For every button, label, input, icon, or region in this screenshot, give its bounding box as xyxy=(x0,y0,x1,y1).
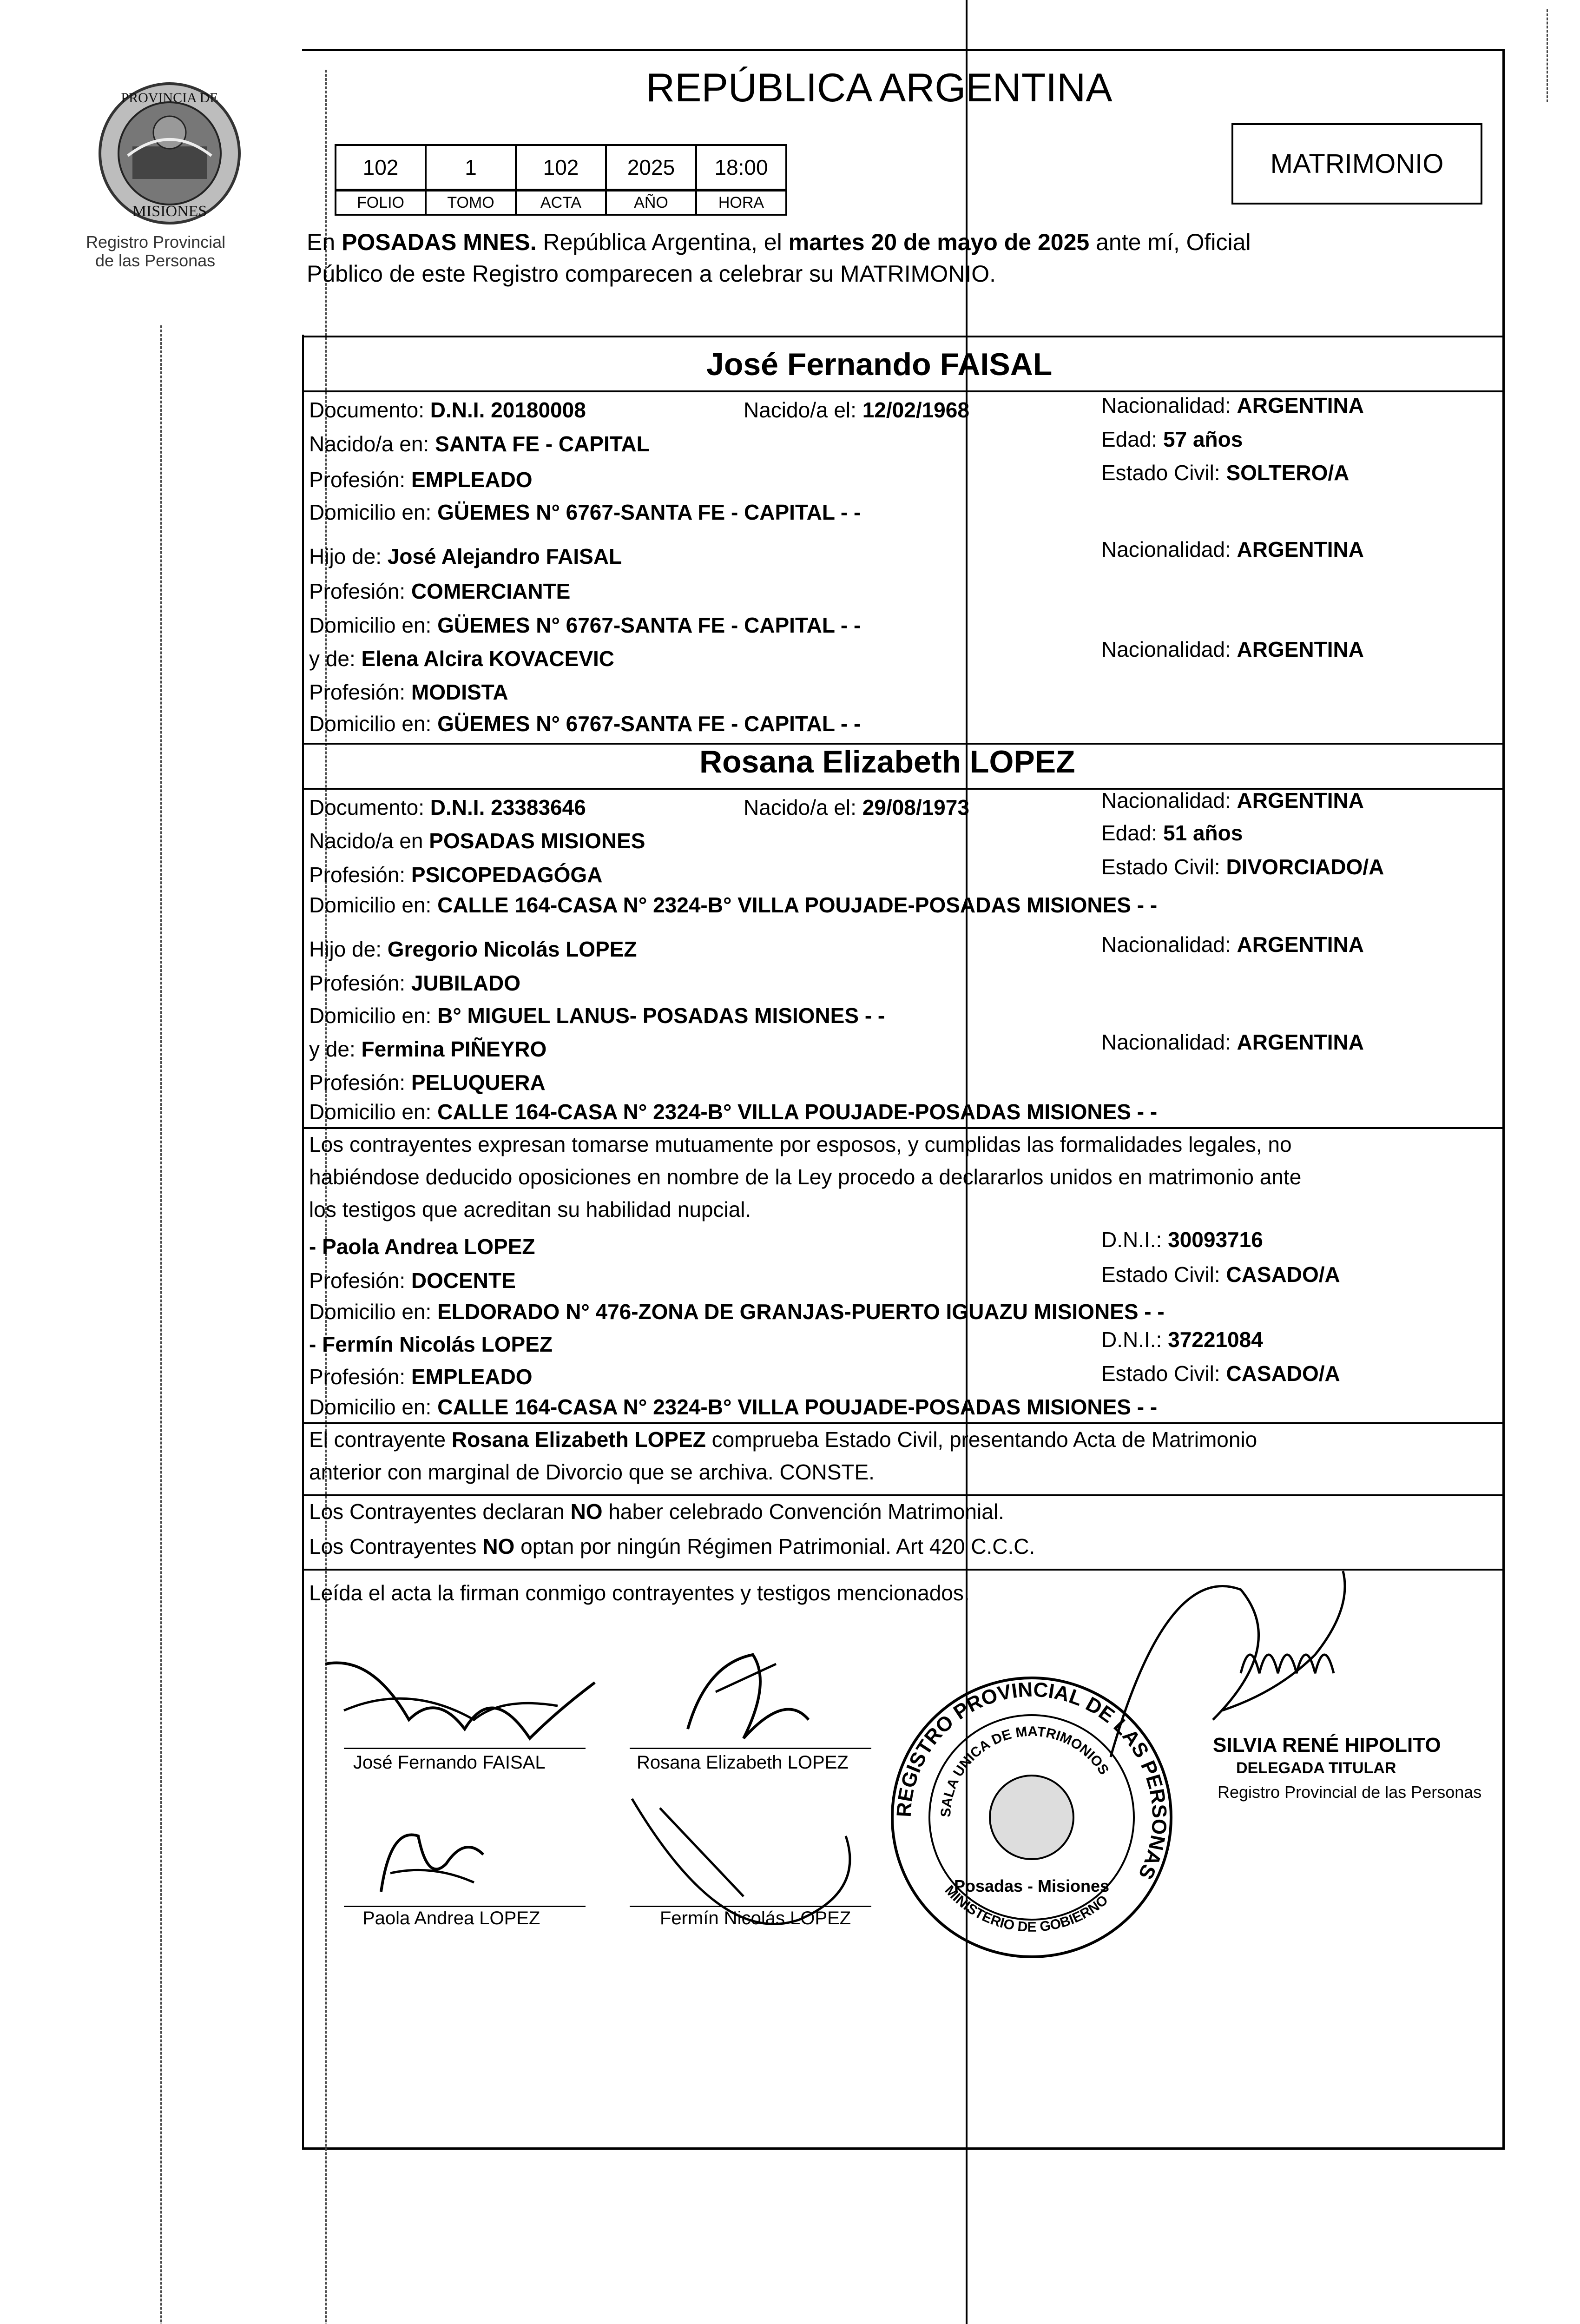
divorce-note-line-2: anterior con marginal de Divorcio que se archiva. CONSTE. xyxy=(309,1460,875,1484)
groom-mother-address: Domicilio en: GÜEMES N° 6767-SANTA FE - CAPITAL - - xyxy=(309,712,861,736)
margin-dash-3 xyxy=(1547,9,1548,102)
groom-sign-caption: José Fernando FAISAL xyxy=(353,1752,546,1773)
groom-birthplace: Nacido/a en: SANTA FE - CAPITAL xyxy=(309,432,650,456)
acta-value: 102 xyxy=(515,144,607,191)
witness-1-sign-caption: Paola Andrea LOPEZ xyxy=(362,1908,540,1928)
officer-org: Registro Provincial de las Personas xyxy=(1218,1783,1482,1802)
bride-mother-address: Domicilio en: CALLE 164-CASA N° 2324-B° VILLA POUJADE-POSADAS MISIONES - - xyxy=(309,1100,1158,1124)
bride-birthplace: Nacido/a en POSADAS MISIONES xyxy=(309,829,645,853)
witness-2-profession: Profesión: EMPLEADO xyxy=(309,1365,533,1389)
divorce-note-line-1: El contrayente Rosana Elizabeth LOPEZ comprueba Estado Civil, presentando Acta de Matrimonio xyxy=(309,1427,1257,1452)
witness-2-name: - Fermín Nicolás LOPEZ xyxy=(309,1332,553,1356)
witness-1-address: Domicilio en: ELDORADO N° 476-ZONA DE GRANJAS-PUERTO IGUAZU MISIONES - - xyxy=(309,1300,1165,1324)
frame-left xyxy=(302,335,304,2147)
groom-father: Hijo de: José Alejandro FAISAL xyxy=(309,544,622,568)
margin-dash-1 xyxy=(160,325,162,2324)
ano-label: AÑO xyxy=(605,190,697,216)
bride-name: Rosana Elizabeth LOPEZ xyxy=(699,744,1075,779)
stamp-ring-text: REGISTRO PROVINCIAL DE LAS PERSONAS xyxy=(892,1678,1171,1883)
hora-label: HORA xyxy=(695,190,787,216)
logo-bottom-text: MISIONES xyxy=(132,203,207,220)
bride-sign-line xyxy=(630,1748,871,1749)
witness-1-signature-icon xyxy=(362,1808,502,1920)
bride-father-profession: Profesión: JUBILADO xyxy=(309,971,521,995)
declaration-line-3: los testigos que acreditan su habilidad nupcial. xyxy=(309,1197,751,1221)
act-type-box: MATRIMONIO xyxy=(1231,123,1482,205)
bride-nationality: Nacionalidad: ARGENTINA xyxy=(1101,788,1364,812)
groom-father-address: Domicilio en: GÜEMES N° 6767-SANTA FE - CAPITAL - - xyxy=(309,613,861,637)
divider-7 xyxy=(302,1494,1505,1496)
groom-sign-line xyxy=(344,1748,586,1749)
groom-mother-nationality: Nacionalidad: ARGENTINA xyxy=(1101,637,1364,661)
groom-civil: Estado Civil: SOLTERO/A xyxy=(1101,461,1350,485)
witness-1-profession: Profesión: DOCENTE xyxy=(309,1268,516,1293)
closing-text: Leída el acta la firman conmigo contrayentes y testigos mencionados. xyxy=(309,1581,970,1605)
ano-value: 2025 xyxy=(605,144,697,191)
witness-2-dni: D.N.I.: 37221084 xyxy=(1101,1327,1263,1352)
groom-name: José Fernando FAISAL xyxy=(706,347,1053,382)
province-seal-icon xyxy=(81,77,258,230)
bride-age: Edad: 51 años xyxy=(1101,821,1243,845)
groom-address: Domicilio en: GÜEMES N° 6767-SANTA FE - CAPITAL - - xyxy=(309,500,861,524)
stamp-inner-text: SALA UNICA DE MATRIMONIOS xyxy=(938,1723,1112,1818)
bride-born: Nacido/a el: 29/08/1973 xyxy=(744,795,969,819)
groom-father-profession: Profesión: COMERCIANTE xyxy=(309,579,571,603)
divider-5 xyxy=(302,1127,1505,1129)
groom-nationality: Nacionalidad: ARGENTINA xyxy=(1101,393,1364,417)
frame-right xyxy=(1502,49,1505,2150)
bride-doc: Documento: D.N.I. 23383646 xyxy=(309,795,586,819)
acta-label: ACTA xyxy=(515,190,607,216)
tomo-value: 1 xyxy=(425,144,517,191)
declaration-line-2: habiéndose deducido oposiciones en nombre de la Ley procedo a declararlos unidos en matrimonio ante xyxy=(309,1165,1302,1189)
groom-profession: Profesión: EMPLEADO xyxy=(309,468,533,492)
tomo-label: TOMO xyxy=(425,190,517,216)
bride-civil: Estado Civil: DIVORCIADO/A xyxy=(1101,855,1384,879)
folio-label: FOLIO xyxy=(335,190,427,216)
officer-name: SILVIA RENÉ HIPOLITO xyxy=(1213,1734,1441,1756)
witness-2-civil: Estado Civil: CASADO/A xyxy=(1101,1361,1340,1386)
hora-value: 18:00 xyxy=(695,144,787,191)
groom-age: Edad: 57 años xyxy=(1101,427,1243,451)
convention-line-2: Los Contrayentes NO optan por ningún Régimen Patrimonial. Art 420 C.C.C. xyxy=(309,1534,1035,1558)
witness-2-sign-line xyxy=(630,1906,871,1907)
logo-label-2: de las Personas xyxy=(95,251,216,270)
bride-mother-profession: Profesión: PELUQUERA xyxy=(309,1070,546,1095)
divider-6 xyxy=(302,1422,1505,1424)
witness-2-signature-icon xyxy=(604,1780,892,1975)
bride-sign-caption: Rosana Elizabeth LOPEZ xyxy=(637,1752,849,1773)
witness-1-dni: D.N.I.: 30093716 xyxy=(1101,1228,1263,1252)
groom-mother-profession: Profesión: MODISTA xyxy=(309,680,508,704)
document-title: REPÚBLICA ARGENTINA xyxy=(646,66,1113,110)
logo-label-1: Registro Provincial xyxy=(86,232,226,251)
officer-title: DELEGADA TITULAR xyxy=(1236,1759,1396,1777)
registry-logo xyxy=(81,77,258,270)
groom-father-nationality: Nacionalidad: ARGENTINA xyxy=(1101,537,1364,561)
groom-doc: Documento: D.N.I. 20180008 xyxy=(309,398,586,422)
witness-2-address: Domicilio en: CALLE 164-CASA N° 2324-B° VILLA POUJADE-POSADAS MISIONES - - xyxy=(309,1395,1158,1419)
bride-signature-icon xyxy=(669,1636,846,1757)
intro-line-1: En POSADAS MNES. República Argentina, el martes 20 de mayo de 2025 ante mí, Oficial xyxy=(307,229,1251,255)
bride-father: Hijo de: Gregorio Nicolás LOPEZ xyxy=(309,937,637,961)
stamp-bottom-text: MINISTERIO DE GOBIERNO xyxy=(941,1882,1111,1935)
declaration-line-1: Los contrayentes expresan tomarse mutuamente por esposos, y cumplidas las formalidades legales, no xyxy=(309,1132,1292,1156)
convention-line-1: Los Contrayentes declaran NO haber celebrado Convención Matrimonial. xyxy=(309,1499,1004,1524)
divider-2 xyxy=(302,390,1505,392)
witness-1-sign-line xyxy=(344,1906,586,1907)
frame-top xyxy=(302,49,1505,51)
logo-top-text: PROVINCIA DE xyxy=(121,90,218,106)
bride-mother: y de: Fermina PIÑEYRO xyxy=(309,1037,547,1061)
intro-line-2: Público de este Registro comparecen a celebrar su MATRIMONIO. xyxy=(307,261,996,287)
bride-father-nationality: Nacionalidad: ARGENTINA xyxy=(1101,932,1364,957)
witness-1-name: - Paola Andrea LOPEZ xyxy=(309,1235,535,1259)
groom-born: Nacido/a el: 12/02/1968 xyxy=(744,398,969,422)
folio-value: 102 xyxy=(335,144,427,191)
groom-signature-icon xyxy=(316,1627,604,1766)
bride-profession: Profesión: PSICOPEDAGÓGA xyxy=(309,863,603,887)
groom-mother: y de: Elena Alcira KOVACEVIC xyxy=(309,647,615,671)
witness-1-civil: Estado Civil: CASADO/A xyxy=(1101,1262,1340,1287)
bride-father-address: Domicilio en: B° MIGUEL LANUS- POSADAS MISIONES - - xyxy=(309,1004,885,1028)
divider-1 xyxy=(302,336,1505,337)
bride-mother-nationality: Nacionalidad: ARGENTINA xyxy=(1101,1030,1364,1054)
witness-2-sign-caption: Fermín Nicolás LOPEZ xyxy=(660,1908,851,1928)
bride-address: Domicilio en: CALLE 164-CASA N° 2324-B° VILLA POUJADE-POSADAS MISIONES - - xyxy=(309,893,1158,917)
frame-bottom xyxy=(302,2147,1505,2150)
stamp-city: Posadas - Misiones xyxy=(954,1876,1110,1895)
